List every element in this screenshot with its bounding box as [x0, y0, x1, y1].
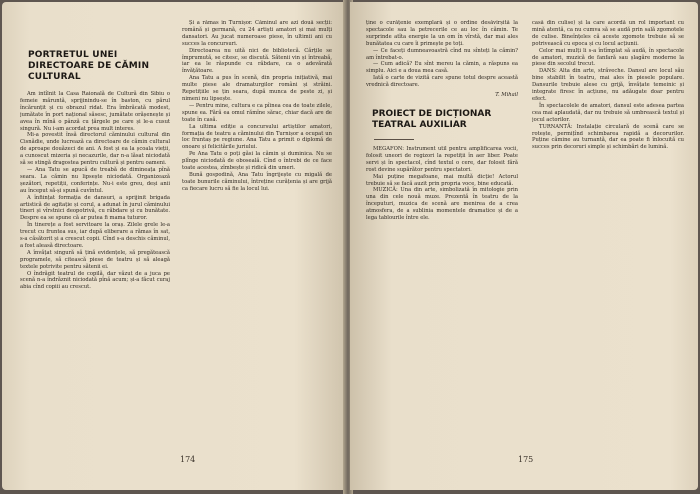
left-page — [2, 2, 346, 490]
paragraph: MUZICĂ: Una din arte, simbolizată în mitologie prin una din cele nouă muze. Prezentă în teatru de la începuturi, muzica de scenă are menirea de a crea atmosfera, de a sublinia momentele dramatice și de a lega tablourile între ele. — [366, 187, 518, 222]
right-page — [350, 2, 698, 490]
paragraph: A înființat formația de dansuri, a sprijinit brigada artistică de agitație și corul, a adunat în jurul căminului tineri și vîrstnici deopotrivă, cu răbdare și cu bunătate. Despre ea se spune că ar putea fi mama tuturor. — [20, 194, 170, 222]
paragraph: ține o curățenie exemplară și o ordine desăvîrșită la spectacole sau la petrecerile ce au loc în cămin. Te surprinde atîta energie la un om în vîrstă, dar mai ales bunătatea cu care îi primește pe toți. — [366, 20, 518, 47]
paragraph: Directoarea nu uită nici de bibliotecă. Cărțile se împrumută, se citesc, se discută. Sătenii vin și întreabă, iar ea le răspunde cu răbdare, ca o adevărată învățătoare. — [182, 47, 332, 75]
paragraph: — Ana Tatu se apucă de treabă de dimineața pînă seara. La cămin nu lipsește niciodată. Organizează șezători, repetiții, conferințe. Nu-i este greu, deși anii au început să-și spună cuvîntul. — [20, 166, 170, 194]
paragraph: Bună gospodină, Ana Tatu îngrijește cu migală de toate bunurile căminului, întreține curățenia și are grijă ca fiecare lucru să fie la locul lui. — [182, 171, 332, 192]
paragraph: O îndrăgit teatrul de copilă, dar văzut de a juca pe scenă n-a îndrăznit niciodată pînă acum; și-a făcut curaj abia cînd copiii au crescut. — [20, 270, 170, 291]
paragraph: TURNANTĂ: Instalație circulară de scenă care se rotește, permițînd schimbarea rapidă a decorurilor. Puține cămine au turnantă, dar ea poate fi înlocuită cu succes prin decoruri simple și schimbări de lumină. — [532, 123, 684, 151]
paragraph: — Pentru mine, cultura e ca pîinea cea de toate zilele, spune ea. Fără ea omul rămîne sărac, chiar dacă are de toate în casă. — [182, 102, 332, 123]
title-rule — [374, 139, 414, 140]
paragraph: La ultima ediție a concursului artiștilor amatori, formația de teatru a căminului din Turnișor a ocupat un loc fruntaș pe regiune. Ana Tatu a primit o diplomă de onoare și felicitările juriului. — [182, 123, 332, 151]
paragraph: Ana Tatu a pus în scenă, din propria inițiativă, mai multe piese ale dramaturgilor români și străini. Repetițiile se țin seara, după munca de peste zi, și nimeni nu lipsește. — [182, 75, 332, 102]
paragraph: Mi-a povestit însă directorul căminului cultural din Cisnădie, unde lucrează ca directoare de cămin cultural de aproape douăzeci de ani. A fost și ea la școala vieții, a cunoscut mizeria și necazurile, dar n-a lăsat niciodată să se stingă dragostea pentru cultură și pentru oameni. — [20, 132, 170, 167]
right-page-column-2 — [532, 20, 684, 448]
paragraph: În tinerețe a fost servitoare la oraș. Zilele grele le-a trecut cu fruntea sus, iar după eliberare a rămas în sat, s-a căsătorit și a crescut copii. Cînd s-a deschis căminul, a fost aleasă directoare. — [20, 222, 170, 249]
paragraph: casă din culise) și la care acordă un rol important cu mină atentă, ca nu cumva să se audă prin sală zgomotele de culise. Bineînțeles că aceste zgomote trebuie să se potrivească cu epoca și cu locul acțiunii. — [532, 20, 684, 47]
paragraph: DANS: Alta din arte, străveche. Dansul are locul său bine stabilit în teatru, mai ales în piesele populare. Dansurile trebuie alese cu grijă, învățate temeinic și integrate firesc în acțiune, nu adăugate doar pentru efect. — [532, 68, 684, 102]
paragraph: Pe Ana Tatu o poți găsi la cămin și duminica. Nu se plînge niciodată de oboseală. Cînd o întrebi de ce face toate acestea, zîmbește și ridică din umeri. — [182, 151, 332, 172]
paragraph: Celor mai mulți li s-a întîmplat să audă, în spectacole de amatori, muzică de fanfară sau șlagăre moderne la piese din secolul trecut. — [532, 47, 684, 68]
left-page-column-2 — [182, 20, 332, 448]
author-signature: T. Mihail — [495, 92, 518, 99]
section-title: PROIECT DE DICȚIONAR TEATRAL AUXILIAR — [372, 108, 492, 130]
paragraph: Mai puține megafoane, mai multă dicție! Actorul trebuie să se facă auzit prin propria voce, bine educată. — [366, 173, 518, 187]
paragraph: Am intîlnit la Casa Raională de Cultură din Sibiu o femeie măruntă, sprijinindu-se în baston, cu părul încărunțit și cu obrazul ridat. Era îmbrăcată modest, jumătate în port național săsesc, jumătate orășenește și avea în mînă o pânză cu țărgele pe care și le-a cusut singură. Nu i-am acordat prea mult interes. — [20, 91, 170, 132]
paragraph: — Cum adică? Eu sînt mereu la cămin, a răspuns ea simplu. Aici e a doua mea casă. — [366, 61, 518, 75]
paragraph: În spectacolele de amatori, dansul este adesea partea cea mai aplaudată, dar nu trebuie să umbrească textul și jocul actorilor. — [532, 102, 684, 123]
paragraph: MEGAFON: Instrument util pentru amplificarea vocii, folosit uneori de regizori la repetiții în aer liber. Poate servi și în spectacol, cînd textul o cere, dar folosit fără rost devine supărător pentru spectatori. — [366, 145, 518, 173]
paragraph: A învățat singură să țină evidențele, să pregătească programele, să citească piese de teatru și să aleagă textele potrivite pentru sătenii ei. — [20, 249, 170, 270]
right-page-column-1 — [366, 20, 518, 448]
left-page-column-1 — [20, 20, 170, 448]
paragraph: — Ce faceți dumneavoastră cînd nu sînteți la cămin? am întrebat-o. — [366, 47, 518, 61]
article-title: PORTRETUL UNEI DIRECTOARE DE CĂMIN CULTURAL — [28, 50, 150, 82]
paragraph: Iată o carte de vizită care spune totul despre această vrednică directoare. — [366, 75, 518, 89]
paragraph: Și a rămas în Turnișor. Căminul are azi două secții: română și germană, cu 24 artiști amatori și mai mulți dansatori. Au jucat numeroase piese, în ultimii ani cu succes la concursuri. — [182, 20, 332, 47]
page-number: 174 — [180, 455, 196, 464]
page-number: 175 — [518, 455, 534, 464]
